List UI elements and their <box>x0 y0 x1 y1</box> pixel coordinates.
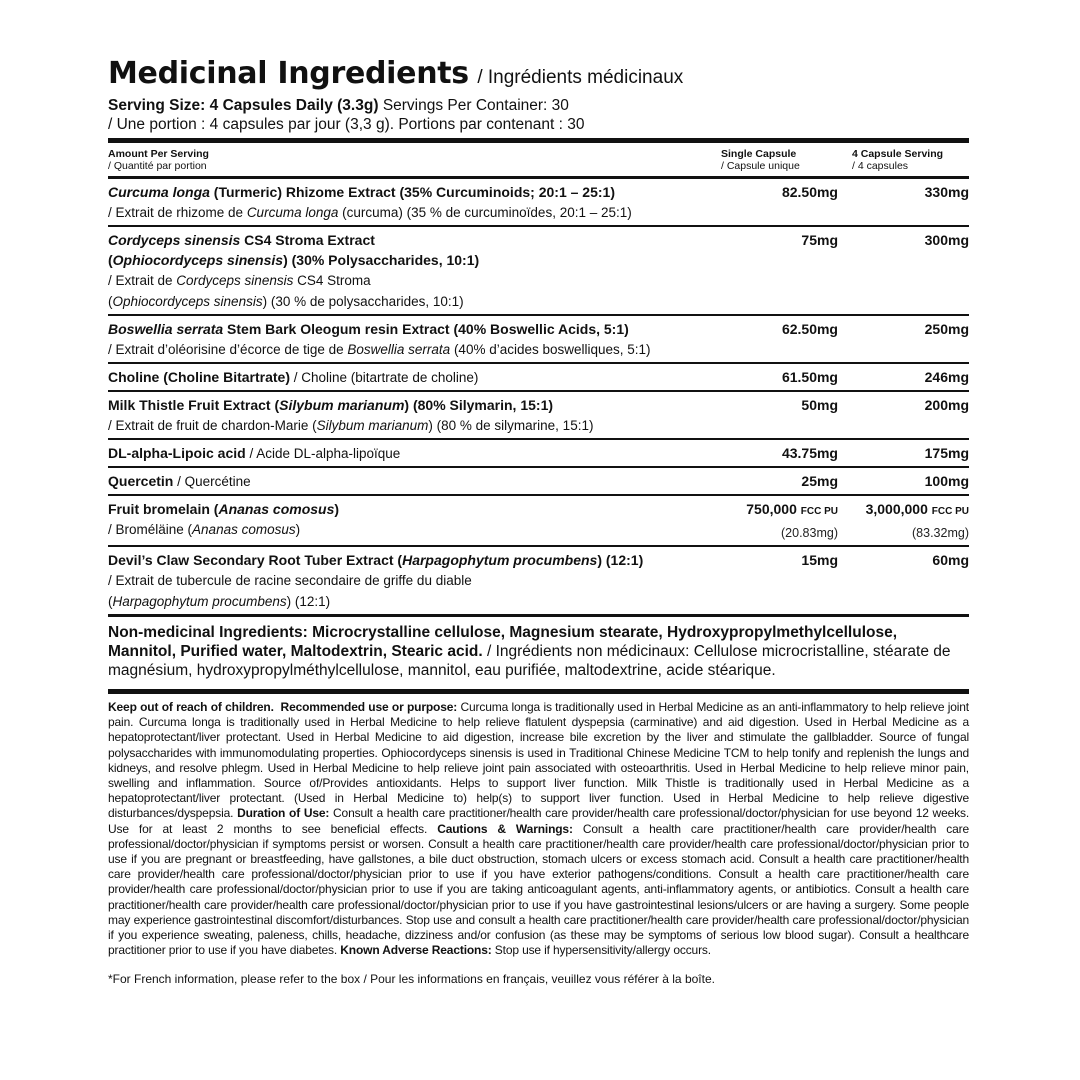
ingredient-name: ) (80% Silymarin, 15:1) <box>404 397 554 413</box>
ingredient-french-latin: Harpagophytum procumbens <box>112 594 287 609</box>
keep-out-heading: Keep out of reach of children. <box>108 700 274 714</box>
ingredient-name: Devil’s Claw Secondary Root Tuber Extract ( <box>108 552 403 568</box>
ingredient-french-latin: Curcuma longa <box>246 205 339 220</box>
header-four: 4 Capsule Serving <box>852 148 944 160</box>
ingredient-french: ) <box>295 522 301 537</box>
amount-unit: FCC PU <box>931 506 969 517</box>
ingredient-row <box>108 227 969 314</box>
ingredient-french: / Extrait de tubercule de racine secondaire de griffe du diable <box>108 573 472 588</box>
adverse-reactions-heading: Known Adverse Reactions: <box>340 943 492 958</box>
four-capsule-amount: 300mg <box>924 232 969 248</box>
amount-equivalent: (83.32mg) <box>912 526 969 540</box>
ingredient-name: Quercetin <box>108 473 174 489</box>
cautions-text: Consult a health care practitioner/health care provider/health care professional/doctor/physician if symptoms persist or worsen. Consult a health care practitioner/health care provider/health care professional/doctor/physician prior to use if you are pregnant or breastfeeding, have gallstones, a bile duct obstruction, stomach ulcers or excess stomach acid. Consult a health care practitioner/health care provider/health care professional/doctor/physician prior to use if you have exterior pathogens/conditions. Consult a health care practitioner/health care provider/health care professional/doctor/physician prior to use if you are taking anticoagulant agents, anti-inflammatory agents, or antibiotics. Consult a health care practitioner/health care provider/health care professional/doctor/physician prior to use if you have gastrointestinal lesions/ulcers or are having a surgery. Some people may experience gastrointestinal discomfort/disturbances. Stop use and consult a health care practitioner/health care provider/health care professional/doctor/physician if you experience sweating, paleness, chills, headache, dizziness and/or confusion (as these may be symptoms of serious low blood sugar). Consult a healthcare practitioner prior to use if you have diabetes. <box>108 821 969 958</box>
four-capsule-amount: 60mg <box>932 552 969 568</box>
ingredient-latin-name: Ophiocordyceps sinensis <box>112 252 284 268</box>
ingredient-french-latin: Silybum marianum <box>316 418 429 433</box>
cautions-heading: Cautions & Warnings: <box>437 821 573 836</box>
ingredient-french-latin: Ananas comosus <box>192 522 296 537</box>
serving-french: / Une portion : 4 capsules par jour (3,3 g). Portions par contenant : 30 <box>108 116 585 133</box>
ingredient-name: ) <box>334 501 340 517</box>
single-capsule-amount <box>721 499 848 543</box>
ingredient-name: CS4 Stroma Extract <box>240 232 375 248</box>
ingredient-french: ( <box>108 294 113 309</box>
ingredient-latin-name: Curcuma longa <box>108 184 210 200</box>
ingredient-name: ) (12:1) <box>597 552 644 568</box>
single-capsule-amount: 15mg <box>801 552 838 568</box>
single-capsule-amount: 75mg <box>801 232 838 248</box>
duration-text: Consult a health care practitioner/health care provider/health care professional/doctor/physician for use beyond 12 weeks. Use for at least 2 months to see beneficial effects. <box>108 806 969 836</box>
ingredient-french: CS4 Stroma <box>293 273 371 288</box>
ingredient-row <box>108 179 969 225</box>
single-capsule-amount: 61.50mg <box>781 369 838 385</box>
non-medicinal-french: / Ingrédients non médicinaux: Cellulose microcristalline, stéarate de magnésium, hydroxypropylméthylcellulose, mannitol, eau purifiée, maltodextrine, acide stéarique. <box>108 643 951 679</box>
four-capsule-amount: 100mg <box>924 473 969 489</box>
ingredient-french: ) (30 % de polysaccharides, 10:1) <box>262 294 464 309</box>
duration-heading: Duration of Use: <box>237 806 330 821</box>
warnings-text <box>108 700 969 958</box>
header-amount-fr: / Quantité par portion <box>108 160 207 172</box>
table-header <box>108 143 969 176</box>
ingredient-latin-name: Cordyceps sinensis <box>108 232 241 248</box>
ingredient-row <box>108 364 969 390</box>
ingredient-row <box>108 392 969 438</box>
ingredient-french: (40% d’acides boswelliques, 5:1) <box>450 342 651 357</box>
ingredient-french: / Extrait de <box>108 273 177 288</box>
ingredient-french: / Quercétine <box>173 474 251 489</box>
single-capsule-amount: 62.50mg <box>781 321 838 337</box>
single-capsule-amount: 50mg <box>801 397 838 413</box>
ingredient-row <box>108 468 969 494</box>
ingredient-latin-name: Harpagophytum procumbens <box>402 552 598 568</box>
four-capsule-amount: 246mg <box>924 369 969 385</box>
servings-per-container: Servings Per Container: 30 <box>382 97 569 114</box>
recommended-use-heading: Recommended use or purpose: <box>280 700 458 714</box>
ingredient-french: ) (12:1) <box>286 594 331 609</box>
four-capsule-amount: 250mg <box>924 321 969 337</box>
non-medicinal-ingredients <box>108 617 969 685</box>
four-capsule-amount: 175mg <box>924 445 969 461</box>
ingredient-name: Choline (Choline Bitartrate) <box>108 369 291 385</box>
title-french: / Ingrédients médicinaux <box>477 67 684 88</box>
ingredient-french-latin: Cordyceps sinensis <box>176 273 294 288</box>
ingredient-latin-name: Boswellia serrata <box>108 321 224 337</box>
ingredient-latin-name: Silybum marianum <box>279 397 405 413</box>
ingredient-french: / Acide DL-alpha-lipoïque <box>245 446 401 461</box>
ingredient-name: ) (30% Polysaccharides, 10:1) <box>283 252 480 268</box>
single-capsule-amount: 82.50mg <box>781 184 838 200</box>
ingredient-french: (curcuma) (35 % de curcuminoïdes, 20:1 – 25:1) <box>338 205 632 220</box>
title-main: Medicinal Ingredients <box>108 56 469 91</box>
non-medicinal-label: Non-medicinal Ingredients: Microcrystalline cellulose, Magnesium stearate, Hydroxypropylmethylcellulose, Mannitol, Purified water, Maltodextrin, Stearic acid. <box>108 624 898 660</box>
amount-unit: FCC PU <box>800 506 838 517</box>
ingredient-row <box>108 496 969 545</box>
ingredient-french: ) (80 % de silymarine, 15:1) <box>428 418 594 433</box>
ingredient-french-latin: Ophiocordyceps sinensis <box>112 294 263 309</box>
amount-equivalent: (20.83mg) <box>781 526 838 540</box>
ingredient-french-latin: Boswellia serrata <box>347 342 451 357</box>
ingredient-row <box>108 440 969 466</box>
recommended-use-text: Curcuma longa is traditionally used in Herbal Medicine as an anti-inflammatory to help relieve joint pain. Curcuma longa is traditionally used in Herbal Medicine to help relieve flatulent dyspepsia (carminative) and aid digestion. Used in Herbal Medicine as a hepatoprotectant/liver protectant. Used in Herbal Medicine to aid digestion, increase bile excretion by the liver and stimulate the gallbladder. Source of fungal polysaccharides with immunomodulating properties. Ophiocordyceps sinensis is used in Traditional Chinese Medicine TCM to help tonify and replenish the lungs and kidneys, and resolve phlegm. Used in Herbal Medicine to help relieve joint pain associated with osteoarthritis. Used in Herbal Medicine to help relieve minor pain, swelling and inflammation. Source of/Provides antioxidants. Helps to support liver function. Milk Thistle is traditionally used in Herbal Medicine as a hepatoprotectant/liver protectant. (Used in Herbal Medicine to) help(s) to support liver function. Used in Herbal Medicine to help relieve digestive disturbances/dyspepsia. <box>108 700 969 821</box>
ingredient-french: / Extrait d’oléorisine d’écorce de tige de <box>108 342 348 357</box>
supplement-facts-panel <box>108 56 969 986</box>
ingredient-name: DL-alpha-Lipoic acid <box>108 445 246 461</box>
french-note: *For French information, please refer to the box / Pour les informations en français, veuillez vous référer à la boîte. <box>108 972 715 987</box>
ingredient-name: (Turmeric) Rhizome Extract (35% Curcuminoids; 20:1 – 25:1) <box>209 184 615 200</box>
header-four-fr: / 4 capsules <box>852 160 909 172</box>
four-capsule-amount: 330mg <box>924 184 969 200</box>
ingredient-row <box>108 316 969 362</box>
four-capsule-amount <box>848 499 969 543</box>
serving-info <box>108 96 969 134</box>
ingredient-name: ( <box>108 252 113 268</box>
serving-size: Serving Size: 4 Capsules Daily (3.3g) <box>108 97 379 114</box>
ingredient-french: / Extrait de fruit de chardon-Marie ( <box>108 418 317 433</box>
single-capsule-amount: 43.75mg <box>781 445 838 461</box>
ingredient-french: / Choline (bitartrate de choline) <box>290 370 479 385</box>
ingredient-row <box>108 547 969 614</box>
header-amount: Amount Per Serving <box>108 148 209 160</box>
header-single: Single Capsule <box>721 148 797 160</box>
ingredient-name: Fruit bromelain ( <box>108 501 219 517</box>
ingredient-name: Stem Bark Oleogum resin Extract (40% Boswellic Acids, 5:1) <box>223 321 629 337</box>
single-capsule-amount: 25mg <box>801 473 838 489</box>
ingredient-latin-name: Ananas comosus <box>218 501 335 517</box>
title <box>108 56 969 91</box>
ingredient-french: / Extrait de rhizome de <box>108 205 247 220</box>
ingredient-french: ( <box>108 594 113 609</box>
amount-value: 3,000,000 <box>865 501 928 517</box>
divider <box>108 689 969 694</box>
four-capsule-amount: 200mg <box>924 397 969 413</box>
amount-value: 750,000 <box>746 501 797 517</box>
ingredient-french: / Broméläine ( <box>108 522 193 537</box>
ingredient-name: Milk Thistle Fruit Extract ( <box>108 397 280 413</box>
adverse-reactions-text: Stop use if hypersensitivity/allergy occurs. <box>491 943 711 958</box>
header-single-fr: / Capsule unique <box>721 160 800 172</box>
